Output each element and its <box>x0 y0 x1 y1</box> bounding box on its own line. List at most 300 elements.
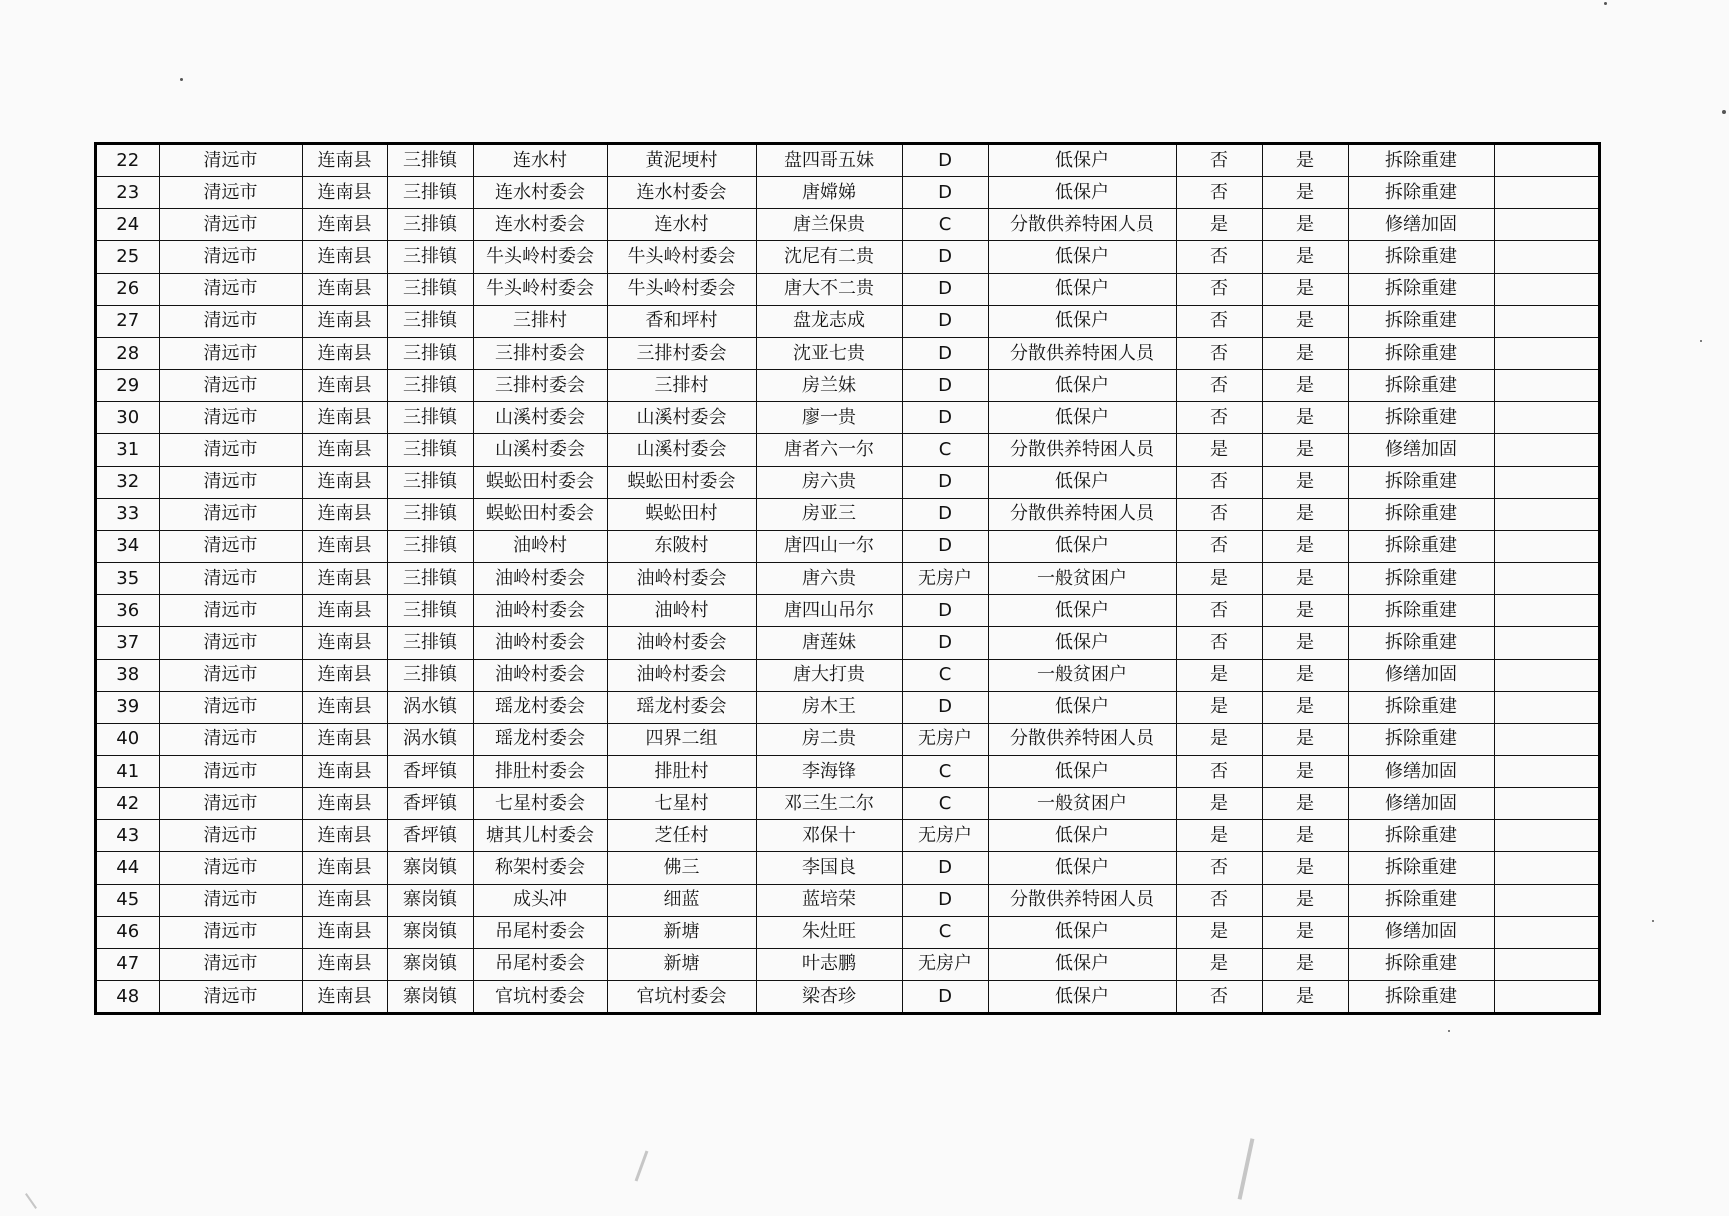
cell-village: 牛头岭村委会 <box>607 273 756 305</box>
cell-renovation-flag: 是 <box>1262 145 1348 177</box>
cell-row-number: 41 <box>97 755 159 787</box>
cell-row-number: 38 <box>97 659 159 691</box>
cell-house-grade: C <box>902 209 988 241</box>
cell-village: 山溪村委会 <box>607 434 756 466</box>
cell-village: 油岭村委会 <box>607 563 756 595</box>
cell-city: 清远市 <box>159 337 302 369</box>
cell-town: 香坪镇 <box>387 755 473 787</box>
table-row <box>97 595 1598 627</box>
cell-row-number: 40 <box>97 723 159 755</box>
table-row <box>97 627 1598 659</box>
cell-building-flag: 是 <box>1176 691 1262 723</box>
cell-village-committee: 七星村委会 <box>473 788 607 820</box>
table-row <box>97 916 1598 948</box>
cell-household-head-name: 梁杏珍 <box>756 981 902 1013</box>
cell-county: 连南县 <box>302 627 387 659</box>
cell-household-head-name: 唐莲妹 <box>756 627 902 659</box>
cell-town: 涡水镇 <box>387 691 473 723</box>
cell-house-grade: D <box>902 627 988 659</box>
cell-remarks <box>1494 788 1598 820</box>
cell-village: 油岭村 <box>607 595 756 627</box>
cell-town: 三排镇 <box>387 241 473 273</box>
cell-village: 新塘 <box>607 948 756 980</box>
cell-county: 连南县 <box>302 852 387 884</box>
cell-renovation-flag: 是 <box>1262 209 1348 241</box>
cell-county: 连南县 <box>302 209 387 241</box>
cell-household-category: 一般贫困户 <box>988 659 1176 691</box>
cell-household-head-name: 李国良 <box>756 852 902 884</box>
cell-house-grade: 无房户 <box>902 948 988 980</box>
cell-building-flag: 否 <box>1176 595 1262 627</box>
cell-town: 三排镇 <box>387 530 473 562</box>
cell-village: 芝任村 <box>607 820 756 852</box>
cell-remarks <box>1494 916 1598 948</box>
cell-city: 清远市 <box>159 498 302 530</box>
cell-county: 连南县 <box>302 820 387 852</box>
cell-county: 连南县 <box>302 595 387 627</box>
cell-village: 黄泥埂村 <box>607 145 756 177</box>
cell-household-head-name: 房木王 <box>756 691 902 723</box>
cell-remarks <box>1494 209 1598 241</box>
cell-remarks <box>1494 852 1598 884</box>
table-row <box>97 788 1598 820</box>
cell-town: 三排镇 <box>387 627 473 659</box>
cell-county: 连南县 <box>302 916 387 948</box>
cell-town: 寨岗镇 <box>387 916 473 948</box>
cell-remarks <box>1494 820 1598 852</box>
cell-row-number: 23 <box>97 177 159 209</box>
table-row <box>97 241 1598 273</box>
table-row <box>97 981 1598 1013</box>
cell-county: 连南县 <box>302 948 387 980</box>
cell-household-category: 低保户 <box>988 755 1176 787</box>
cell-building-flag: 否 <box>1176 370 1262 402</box>
table-row <box>97 466 1598 498</box>
cell-town: 三排镇 <box>387 145 473 177</box>
cell-household-head-name: 唐四山一尔 <box>756 530 902 562</box>
cell-village: 油岭村委会 <box>607 627 756 659</box>
cell-household-category: 低保户 <box>988 530 1176 562</box>
cell-town: 三排镇 <box>387 659 473 691</box>
cell-remarks <box>1494 659 1598 691</box>
cell-household-head-name: 李海锋 <box>756 755 902 787</box>
cell-village-committee: 连水村 <box>473 145 607 177</box>
table-row <box>97 530 1598 562</box>
cell-remarks <box>1494 723 1598 755</box>
cell-building-flag: 否 <box>1176 273 1262 305</box>
cell-renovation-method: 修缮加固 <box>1348 788 1494 820</box>
cell-town: 寨岗镇 <box>387 948 473 980</box>
table-row <box>97 852 1598 884</box>
cell-remarks <box>1494 691 1598 723</box>
cell-household-category: 低保户 <box>988 595 1176 627</box>
cell-renovation-method: 拆除重建 <box>1348 305 1494 337</box>
cell-row-number: 42 <box>97 788 159 820</box>
table-row <box>97 820 1598 852</box>
cell-remarks <box>1494 755 1598 787</box>
cell-remarks <box>1494 981 1598 1013</box>
cell-renovation-method: 拆除重建 <box>1348 241 1494 273</box>
cell-remarks <box>1494 145 1598 177</box>
table-row <box>97 145 1598 177</box>
table-row <box>97 563 1598 595</box>
scan-speck <box>180 78 183 81</box>
cell-village: 连水村 <box>607 209 756 241</box>
cell-city: 清远市 <box>159 820 302 852</box>
cell-house-grade: 无房户 <box>902 563 988 595</box>
cell-remarks <box>1494 466 1598 498</box>
table-row <box>97 723 1598 755</box>
cell-household-head-name: 蓝培荣 <box>756 884 902 916</box>
cell-row-number: 43 <box>97 820 159 852</box>
cell-city: 清远市 <box>159 852 302 884</box>
cell-county: 连南县 <box>302 755 387 787</box>
cell-village: 三排村委会 <box>607 337 756 369</box>
cell-village: 东陂村 <box>607 530 756 562</box>
scan-speck <box>1652 920 1654 922</box>
cell-renovation-method: 拆除重建 <box>1348 498 1494 530</box>
cell-village: 香和坪村 <box>607 305 756 337</box>
cell-city: 清远市 <box>159 723 302 755</box>
cell-house-grade: D <box>902 691 988 723</box>
cell-city: 清远市 <box>159 209 302 241</box>
cell-county: 连南县 <box>302 981 387 1013</box>
cell-household-category: 低保户 <box>988 627 1176 659</box>
cell-town: 三排镇 <box>387 563 473 595</box>
cell-town: 三排镇 <box>387 209 473 241</box>
cell-household-head-name: 廖一贵 <box>756 402 902 434</box>
cell-row-number: 31 <box>97 434 159 466</box>
cell-row-number: 25 <box>97 241 159 273</box>
cell-village: 连水村委会 <box>607 177 756 209</box>
table-row <box>97 884 1598 916</box>
table-row <box>97 305 1598 337</box>
cell-row-number: 39 <box>97 691 159 723</box>
cell-village-committee: 官坑村委会 <box>473 981 607 1013</box>
cell-row-number: 32 <box>97 466 159 498</box>
cell-city: 清远市 <box>159 691 302 723</box>
cell-renovation-flag: 是 <box>1262 177 1348 209</box>
cell-remarks <box>1494 402 1598 434</box>
cell-row-number: 24 <box>97 209 159 241</box>
cell-county: 连南县 <box>302 563 387 595</box>
scan-speck <box>1700 340 1702 342</box>
cell-town: 三排镇 <box>387 595 473 627</box>
cell-town: 三排镇 <box>387 466 473 498</box>
cell-renovation-flag: 是 <box>1262 884 1348 916</box>
cell-household-category: 分散供养特困人员 <box>988 884 1176 916</box>
cell-county: 连南县 <box>302 466 387 498</box>
cell-village-committee: 油岭村委会 <box>473 659 607 691</box>
cell-county: 连南县 <box>302 884 387 916</box>
cell-house-grade: D <box>902 337 988 369</box>
cell-city: 清远市 <box>159 273 302 305</box>
cell-renovation-flag: 是 <box>1262 755 1348 787</box>
cell-town: 三排镇 <box>387 177 473 209</box>
cell-building-flag: 否 <box>1176 884 1262 916</box>
cell-household-head-name: 房六贵 <box>756 466 902 498</box>
cell-city: 清远市 <box>159 981 302 1013</box>
cell-row-number: 47 <box>97 948 159 980</box>
cell-town: 三排镇 <box>387 370 473 402</box>
cell-building-flag: 否 <box>1176 530 1262 562</box>
cell-village: 七星村 <box>607 788 756 820</box>
cell-building-flag: 是 <box>1176 723 1262 755</box>
cell-household-category: 低保户 <box>988 370 1176 402</box>
cell-renovation-method: 拆除重建 <box>1348 530 1494 562</box>
cell-building-flag: 是 <box>1176 788 1262 820</box>
cell-renovation-flag: 是 <box>1262 595 1348 627</box>
cell-village-committee: 蜈蚣田村委会 <box>473 466 607 498</box>
cell-remarks <box>1494 305 1598 337</box>
cell-row-number: 48 <box>97 981 159 1013</box>
cell-renovation-flag: 是 <box>1262 337 1348 369</box>
cell-village-committee: 山溪村委会 <box>473 402 607 434</box>
cell-county: 连南县 <box>302 659 387 691</box>
cell-city: 清远市 <box>159 402 302 434</box>
cell-county: 连南县 <box>302 498 387 530</box>
cell-household-category: 低保户 <box>988 820 1176 852</box>
cell-remarks <box>1494 948 1598 980</box>
cell-renovation-flag: 是 <box>1262 434 1348 466</box>
table-row <box>97 273 1598 305</box>
cell-renovation-method: 拆除重建 <box>1348 820 1494 852</box>
cell-village: 牛头岭村委会 <box>607 241 756 273</box>
cell-renovation-flag: 是 <box>1262 370 1348 402</box>
cell-building-flag: 否 <box>1176 755 1262 787</box>
cell-city: 清远市 <box>159 145 302 177</box>
cell-household-head-name: 邓保十 <box>756 820 902 852</box>
cell-household-category: 分散供养特困人员 <box>988 723 1176 755</box>
cell-building-flag: 否 <box>1176 852 1262 884</box>
cell-city: 清远市 <box>159 563 302 595</box>
cell-renovation-method: 拆除重建 <box>1348 370 1494 402</box>
cell-row-number: 35 <box>97 563 159 595</box>
cell-household-head-name: 房兰妹 <box>756 370 902 402</box>
cell-town: 涡水镇 <box>387 723 473 755</box>
cell-city: 清远市 <box>159 434 302 466</box>
cell-renovation-method: 拆除重建 <box>1348 884 1494 916</box>
cell-household-category: 低保户 <box>988 305 1176 337</box>
records-table-body <box>97 145 1598 1012</box>
cell-village-committee: 三排村 <box>473 305 607 337</box>
cell-city: 清远市 <box>159 466 302 498</box>
cell-renovation-flag: 是 <box>1262 305 1348 337</box>
cell-county: 连南县 <box>302 241 387 273</box>
cell-building-flag: 否 <box>1176 981 1262 1013</box>
cell-city: 清远市 <box>159 788 302 820</box>
cell-household-category: 一般贫困户 <box>988 563 1176 595</box>
cell-building-flag: 否 <box>1176 145 1262 177</box>
cell-building-flag: 否 <box>1176 627 1262 659</box>
records-table <box>97 145 1598 1012</box>
cell-city: 清远市 <box>159 177 302 209</box>
cell-row-number: 29 <box>97 370 159 402</box>
cell-town: 寨岗镇 <box>387 884 473 916</box>
cell-village: 排肚村 <box>607 755 756 787</box>
cell-town: 三排镇 <box>387 305 473 337</box>
cell-remarks <box>1494 595 1598 627</box>
cell-household-category: 分散供养特困人员 <box>988 434 1176 466</box>
scan-stroke <box>1238 1138 1255 1199</box>
cell-village-committee: 牛头岭村委会 <box>473 273 607 305</box>
cell-household-category: 低保户 <box>988 273 1176 305</box>
cell-renovation-flag: 是 <box>1262 788 1348 820</box>
cell-renovation-method: 拆除重建 <box>1348 627 1494 659</box>
cell-renovation-method: 拆除重建 <box>1348 273 1494 305</box>
table-row <box>97 370 1598 402</box>
cell-village-committee: 称架村委会 <box>473 852 607 884</box>
cell-remarks <box>1494 627 1598 659</box>
cell-house-grade: C <box>902 916 988 948</box>
cell-building-flag: 是 <box>1176 916 1262 948</box>
cell-city: 清远市 <box>159 884 302 916</box>
table-row <box>97 659 1598 691</box>
cell-house-grade: C <box>902 755 988 787</box>
cell-house-grade: D <box>902 305 988 337</box>
cell-renovation-flag: 是 <box>1262 402 1348 434</box>
cell-renovation-flag: 是 <box>1262 466 1348 498</box>
cell-village-committee: 塘其儿村委会 <box>473 820 607 852</box>
cell-village-committee: 连水村委会 <box>473 177 607 209</box>
cell-renovation-flag: 是 <box>1262 498 1348 530</box>
cell-city: 清远市 <box>159 755 302 787</box>
cell-row-number: 26 <box>97 273 159 305</box>
cell-house-grade: C <box>902 434 988 466</box>
cell-renovation-flag: 是 <box>1262 659 1348 691</box>
cell-village: 佛三 <box>607 852 756 884</box>
table-row <box>97 177 1598 209</box>
cell-household-category: 低保户 <box>988 466 1176 498</box>
cell-county: 连南县 <box>302 723 387 755</box>
cell-town: 三排镇 <box>387 498 473 530</box>
cell-renovation-method: 拆除重建 <box>1348 177 1494 209</box>
cell-row-number: 44 <box>97 852 159 884</box>
cell-household-head-name: 叶志鹏 <box>756 948 902 980</box>
cell-household-head-name: 沈亚七贵 <box>756 337 902 369</box>
cell-city: 清远市 <box>159 241 302 273</box>
cell-building-flag: 是 <box>1176 820 1262 852</box>
cell-county: 连南县 <box>302 402 387 434</box>
cell-house-grade: D <box>902 273 988 305</box>
cell-renovation-flag: 是 <box>1262 563 1348 595</box>
cell-renovation-method: 拆除重建 <box>1348 691 1494 723</box>
cell-house-grade: 无房户 <box>902 723 988 755</box>
cell-household-category: 低保户 <box>988 852 1176 884</box>
cell-village-committee: 成头冲 <box>473 884 607 916</box>
cell-house-grade: C <box>902 659 988 691</box>
cell-renovation-method: 拆除重建 <box>1348 948 1494 980</box>
cell-village-committee: 油岭村委会 <box>473 627 607 659</box>
cell-household-head-name: 盘四哥五妹 <box>756 145 902 177</box>
cell-renovation-flag: 是 <box>1262 627 1348 659</box>
cell-county: 连南县 <box>302 370 387 402</box>
cell-household-category: 一般贫困户 <box>988 788 1176 820</box>
cell-row-number: 28 <box>97 337 159 369</box>
cell-renovation-flag: 是 <box>1262 820 1348 852</box>
cell-town: 三排镇 <box>387 434 473 466</box>
scan-speck <box>1722 110 1726 114</box>
cell-household-head-name: 唐兰保贵 <box>756 209 902 241</box>
cell-city: 清远市 <box>159 305 302 337</box>
cell-county: 连南县 <box>302 434 387 466</box>
cell-town: 三排镇 <box>387 402 473 434</box>
cell-household-category: 低保户 <box>988 177 1176 209</box>
cell-remarks <box>1494 884 1598 916</box>
cell-renovation-flag: 是 <box>1262 981 1348 1013</box>
cell-building-flag: 是 <box>1176 563 1262 595</box>
records-table-frame <box>94 142 1601 1015</box>
cell-village-committee: 牛头岭村委会 <box>473 241 607 273</box>
cell-city: 清远市 <box>159 370 302 402</box>
cell-village-committee: 吊尾村委会 <box>473 948 607 980</box>
cell-village-committee: 瑶龙村委会 <box>473 691 607 723</box>
cell-building-flag: 是 <box>1176 209 1262 241</box>
cell-household-category: 低保户 <box>988 916 1176 948</box>
cell-renovation-method: 修缮加固 <box>1348 209 1494 241</box>
cell-building-flag: 是 <box>1176 434 1262 466</box>
cell-town: 香坪镇 <box>387 788 473 820</box>
cell-household-head-name: 唐者六一尔 <box>756 434 902 466</box>
cell-town: 寨岗镇 <box>387 852 473 884</box>
cell-remarks <box>1494 434 1598 466</box>
cell-row-number: 45 <box>97 884 159 916</box>
cell-county: 连南县 <box>302 273 387 305</box>
cell-county: 连南县 <box>302 177 387 209</box>
cell-village: 官坑村委会 <box>607 981 756 1013</box>
cell-household-category: 低保户 <box>988 981 1176 1013</box>
cell-village: 四界二组 <box>607 723 756 755</box>
cell-household-head-name: 沈尼有二贵 <box>756 241 902 273</box>
cell-household-category: 分散供养特困人员 <box>988 337 1176 369</box>
cell-renovation-method: 拆除重建 <box>1348 563 1494 595</box>
cell-city: 清远市 <box>159 916 302 948</box>
cell-house-grade: D <box>902 145 988 177</box>
cell-town: 寨岗镇 <box>387 981 473 1013</box>
scan-speck <box>1448 1030 1450 1032</box>
cell-remarks <box>1494 273 1598 305</box>
cell-village-committee: 瑶龙村委会 <box>473 723 607 755</box>
cell-renovation-flag: 是 <box>1262 241 1348 273</box>
cell-household-category: 低保户 <box>988 691 1176 723</box>
cell-renovation-flag: 是 <box>1262 691 1348 723</box>
cell-town: 三排镇 <box>387 337 473 369</box>
cell-building-flag: 否 <box>1176 498 1262 530</box>
cell-household-category: 低保户 <box>988 948 1176 980</box>
cell-renovation-method: 拆除重建 <box>1348 723 1494 755</box>
cell-building-flag: 否 <box>1176 241 1262 273</box>
cell-household-head-name: 朱灶旺 <box>756 916 902 948</box>
cell-village-committee: 排肚村委会 <box>473 755 607 787</box>
cell-household-head-name: 唐四山吊尔 <box>756 595 902 627</box>
cell-renovation-flag: 是 <box>1262 852 1348 884</box>
cell-building-flag: 否 <box>1176 305 1262 337</box>
cell-row-number: 37 <box>97 627 159 659</box>
cell-remarks <box>1494 370 1598 402</box>
cell-village: 新塘 <box>607 916 756 948</box>
cell-row-number: 36 <box>97 595 159 627</box>
cell-city: 清远市 <box>159 948 302 980</box>
table-row <box>97 755 1598 787</box>
cell-village-committee: 油岭村委会 <box>473 563 607 595</box>
cell-renovation-method: 拆除重建 <box>1348 402 1494 434</box>
cell-house-grade: D <box>902 466 988 498</box>
cell-house-grade: D <box>902 241 988 273</box>
cell-renovation-flag: 是 <box>1262 723 1348 755</box>
scan-stroke <box>25 1193 37 1209</box>
cell-renovation-method: 拆除重建 <box>1348 981 1494 1013</box>
cell-village-committee: 山溪村委会 <box>473 434 607 466</box>
